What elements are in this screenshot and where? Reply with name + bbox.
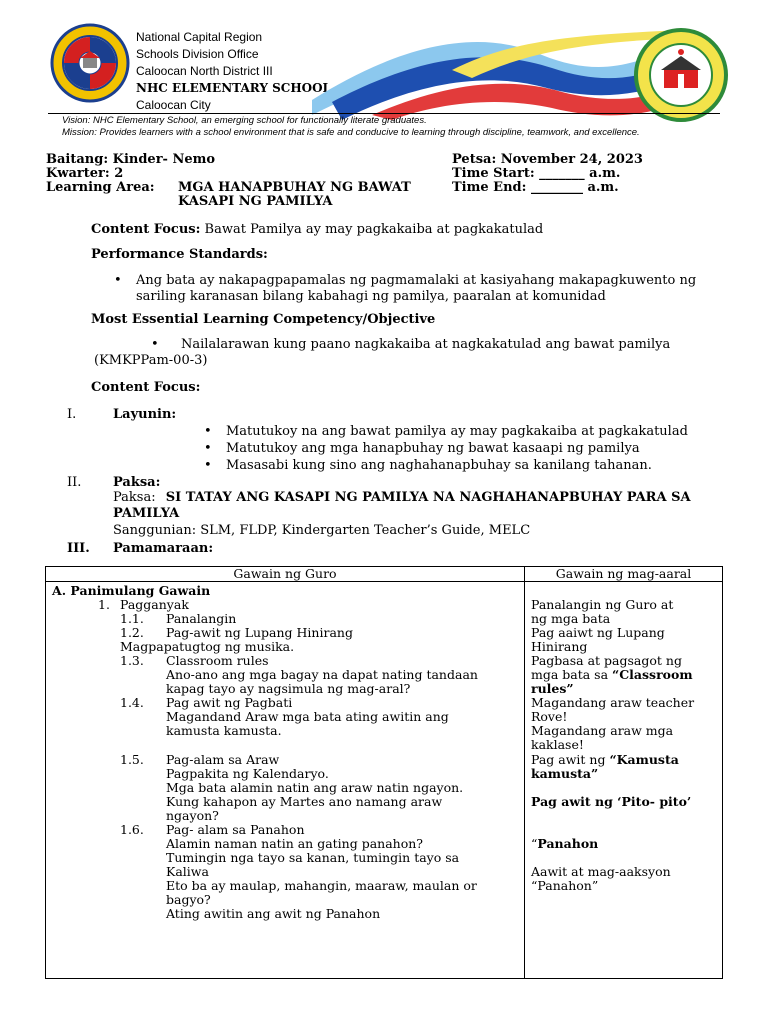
section-i-num: I.	[67, 407, 77, 422]
guro-cell	[46, 582, 525, 979]
pagganyak-num: 1.	[98, 597, 110, 612]
performance-line-2: sariling karanasan bilang kabahagi ng pamilya, paaralan at komunidad	[136, 289, 606, 304]
aaral-l15-pre: “	[531, 836, 538, 851]
vision-text: Vision: NHC Elementary School, an emerging school for functionally literate graduates.	[62, 115, 427, 126]
content-focus-label: Content Focus:	[91, 222, 201, 237]
paksa-line	[113, 490, 691, 506]
col-header-guro: Gawain ng Guro	[46, 567, 525, 582]
aaral-l6	[531, 667, 693, 682]
performance-label: Performance Standards:	[91, 247, 268, 262]
layunin-item-2: • Matutukoy ang mga hanapbuhay ng bawat kasaapi ng pamilya	[226, 441, 640, 457]
melc-line-2: (KMKPPam-00-3)	[94, 353, 208, 368]
aaral-l8: Magandang araw teacher	[531, 695, 695, 710]
s15-d: ngayon?	[166, 808, 219, 823]
aaral-l5: Pagbasa at pagsagot ng	[531, 653, 682, 668]
aaral-cell	[525, 582, 723, 979]
header-wave-banner	[312, 30, 684, 120]
header-district: Caloocan North District III	[136, 64, 273, 78]
panimulang-gawain: A. Panimulang Gawain	[52, 583, 211, 598]
s15: Pag-alam sa Araw	[166, 752, 280, 767]
aaral-l6-bold: “Classroom	[612, 667, 693, 682]
s13-num: 1.3.	[120, 653, 144, 668]
aaral-l11: kaklase!	[531, 737, 584, 752]
aaral-l14: Pag awit ng ‘Pito- pito’	[531, 794, 692, 809]
s14-b: kamusta kamusta.	[166, 723, 282, 738]
aaral-l1: Panalangin ng Guro at	[531, 597, 674, 612]
s16-d: Eto ba ay maulap, mahangin, maaraw, maulan or	[166, 878, 477, 893]
s12: Pag-awit ng Lupang Hinirang	[166, 625, 353, 640]
time-end: Time End: ________ a.m.	[452, 180, 619, 195]
s16-a: Alamin naman natin an gating panahon?	[166, 836, 423, 851]
layunin-item-1: • Matutukoy na ang bawat pamilya ay may pagkakaiba at pagkakatulad	[226, 424, 688, 440]
school-logo	[634, 28, 728, 122]
kwarter: Kwarter: 2	[46, 166, 124, 181]
s15-c: Kung kahapon ay Martes ano namang araw	[166, 794, 443, 809]
s15-a: Pagpakita ng Kalendaryo.	[166, 766, 329, 781]
aaral-l10: Magandang araw mga	[531, 723, 674, 738]
s15-num: 1.5.	[120, 752, 144, 767]
s11-num: 1.1.	[120, 611, 144, 626]
performance-line-1: • Ang bata ay nakapagpapamalas ng pagmamalaki at kasiyahang makapagkuwento ng	[136, 273, 697, 288]
s16-f: Ating awitin ang awit ng Panahon	[166, 906, 381, 921]
header-school: NHC ELEMENTARY SCHOOL	[136, 81, 331, 95]
aaral-l9: Rove!	[531, 709, 568, 724]
division-seal-logo	[50, 23, 130, 103]
aaral-l4: Hinirang	[531, 639, 588, 654]
s16-num: 1.6.	[120, 822, 144, 837]
header-divider	[48, 113, 720, 114]
pagganyak: Pagganyak	[120, 597, 189, 612]
s16-c: Kaliwa	[166, 864, 209, 879]
table-header-row	[46, 567, 723, 582]
performance-item	[136, 273, 726, 305]
content-focus	[91, 222, 543, 238]
header-division: Schools Division Office	[136, 47, 259, 61]
s14-a: Magandand Araw mga bata ating awitin ang	[166, 709, 449, 724]
aaral-l15-bold: Panahon	[537, 836, 599, 851]
s14-num: 1.4.	[120, 695, 144, 710]
content-focus-2: Content Focus:	[91, 380, 201, 395]
section-i-title: Layunin:	[113, 407, 177, 422]
aaral-l13: kamusta”	[531, 766, 599, 781]
melc-label: Most Essential Learning Competency/Objective	[91, 312, 436, 327]
header-region: National Capital Region	[136, 30, 263, 44]
aaral-l3: Pag aaiwt ng Lupang	[531, 625, 665, 640]
s13-a: Ano-ano ang mga bagay na dapat nating tandaan	[166, 667, 478, 682]
aaral-l15	[531, 836, 598, 851]
aaral-l12-bold: “Kamusta	[609, 752, 679, 767]
aaral-l12	[531, 752, 679, 767]
aaral-l7: rules”	[531, 681, 574, 696]
aaral-l2: ng mga bata	[531, 611, 611, 626]
baitang: Baitang: Kinder- Nemo	[46, 152, 216, 167]
s13-b: kapag tayo ay nagsimula ng mag-aral?	[166, 681, 411, 696]
petsa: Petsa: November 24, 2023	[452, 152, 643, 167]
learning-area-1: MGA HANAPBUHAY NG BAWAT	[178, 180, 411, 195]
col-header-aaral: Gawain ng mag-aaral	[525, 567, 723, 582]
header-city: Caloocan City	[136, 98, 211, 112]
s16-b: Tumingin nga tayo sa kanan, tumingin tayo sa	[166, 850, 460, 865]
aaral-l6-pre: mga bata sa	[531, 667, 613, 682]
s14: Pag awit ng Pagbati	[166, 695, 293, 710]
aaral-l17: “Panahon”	[531, 878, 599, 893]
magpatugtog: Magpapatugtog ng musika.	[120, 639, 295, 654]
section-ii-num: II.	[67, 475, 82, 490]
s15-b: Mga bata alamin natin ang araw natin ngayon.	[166, 780, 464, 795]
s12-num: 1.2.	[120, 625, 144, 640]
sanggunian: Sanggunian: SLM, FLDP, Kindergarten Teacher’s Guide, MELC	[113, 523, 531, 538]
mission-text: Mission: Provides learners with a school environment that is safe and conducive to learning through discipline, teamwork, and excellence.	[62, 127, 640, 138]
paksa-label: Paksa:	[113, 490, 156, 505]
lesson-table	[45, 566, 723, 979]
melc-text-1: Nailalarawan kung paano nagkakaiba at nagkakatulad ang bawat pamilya	[181, 337, 671, 352]
layunin-item-3: • Masasabi kung sino ang naghahanapbuhay sa kanilang tahanan.	[226, 458, 652, 474]
s16: Pag- alam sa Panahon	[166, 822, 305, 837]
time-start: Time Start: _______ a.m.	[452, 166, 621, 181]
paksa-text-1: SI TATAY ANG KASAPI NG PAMILYA NA NAGHAHANAPBUHAY PARA SA	[165, 490, 691, 505]
s13: Classroom rules	[166, 653, 269, 668]
learning-area-label: Learning Area:	[46, 180, 155, 195]
learning-area-2: KASAPI NG PAMILYA	[178, 194, 333, 209]
s11: Panalangin	[166, 611, 237, 626]
section-iii-num: III.	[67, 541, 90, 556]
section-ii-title: Paksa:	[113, 475, 161, 490]
section-iii-title: Pamamaraan:	[113, 541, 214, 556]
table-body-row	[46, 582, 723, 979]
content-focus-text: Bawat Pamilya ay may pagkakaiba at pagkakatulad	[204, 222, 544, 237]
header-text-block	[136, 29, 331, 114]
paksa-text-2: PAMILYA	[113, 506, 180, 521]
aaral-l16: Aawit at mag-aaksyon	[531, 864, 671, 879]
aaral-l12-pre: Pag awit ng	[531, 752, 610, 767]
s16-e: bagyo?	[166, 892, 211, 907]
